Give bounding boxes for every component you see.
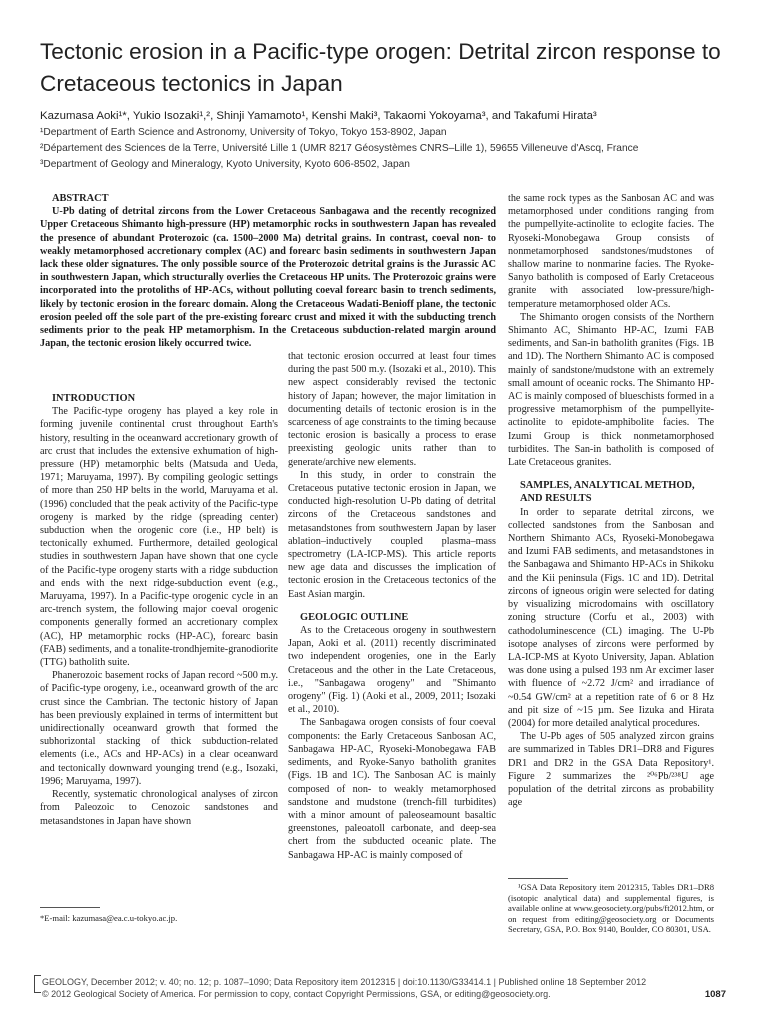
paragraph: As to the Cretaceous orogeny in southwestern Japan, Aoki et al. (2011) recently discriminated two independent orogenies, one in the Early Cretaceous and the other in the Late Cretaceous, i.e., "Sanbagawa orogeny" and "Shimanto orogeny" (Fig. 1) (Aoki et al., 2009, 2011; Isozaki et al., 2010).: [288, 625, 496, 716]
paragraph: ¹GSA Data Repository item 2012315, Tables DR1–DR8 (isotopic analytical data) and supplemental figures, is available online at www.geosociety.org/pubs/ft2012.htm, or on request from editing@geosociety.org or Documents Secretary, GSA, P.O. Box 9140, Boulder, CO 80301, USA.: [508, 882, 714, 935]
journal-footer: [42, 976, 732, 1000]
citation-line: GEOLOGY, December 2012; v. 40; no. 12; p. 1087–1090; Data Repository item 2012315 | doi:10.1130/G33414.1 | Published online 18 September 2012: [42, 977, 647, 987]
footnote-divider: [508, 878, 568, 879]
paper-title: Tectonic erosion in a Pacific-type orogen: Detrital zircon response to Cretaceous tectonics in Japan: [40, 39, 721, 96]
paragraph: the same rock types as the Sanbosan AC and was metamorphosed under conditions ranging from the pumpellyite-actinolite to eclogite facies. The Ryoseki-Monobegawa Group consists of nonmetamorphosed sandstones/mudstones of shallow marine to nonmarine facies. The Ryoke-Sanyo batholith is composed of Early Cretaceous granite with associated low-pressure/high-temperature metamorphosed older ACs.: [508, 193, 714, 310]
affiliations: [40, 125, 740, 173]
email-footnote: *E-mail: kazumasa@ea.c.u-tokyo.ac.jp.: [40, 913, 178, 923]
copyright-line: © 2012 Geological Society of America. For permission to copy, contact Copyright Permissions, GSA, or editing@geosociety.org.: [42, 989, 551, 999]
paragraph: The Pacific-type orogeny has played a key role in forming juvenile continental crust throughout Earth's history, resulting in the oceanward accretionary growth of arc crust that includes the extensive exhumation of high-pressure (HP) metamorphic belts (Matsuda and Ueda, 1971; Maruyama, 1997). By compiling geologic settings of more than 250 HP belts in the world, Maruyama et al. (1996) concluded that the peak activity of the Pacific-type orogeny is marked by the ridge (spreading center) subduction when the orogenic core (i.e., HP belt) is tectonically exhumed. Furthermore, detailed geological studies in southwestern Japan have shown that one cycle of the Pacific-type orogeny starts with a ridge subduction and ends with the next ridge-subduction event (e.g., Maruyama, 1997). In a Pacific-type orogenic cycle in an arc-trench system, the following major coeval orogenic components generally formed an accretionary complex (AC), HP metamorphic rocks (HP-AC), forearc basin (FAB) sediments, and a tonalite-trondhjemite-granodiorite (TTG) batholith suite.: [40, 406, 278, 669]
author-list: Kazumasa Aoki¹*, Yukio Isozaki¹,², Shinji Yamamoto¹, Kenshi Maki³, Takaomi Yokoyama³, and Takafumi Hirata³: [40, 110, 597, 122]
abstract-section: [40, 192, 496, 350]
abstract-heading: ABSTRACT: [52, 193, 109, 204]
introduction-heading: INTRODUCTION: [52, 393, 136, 404]
paragraph: The Shimanto orogen consists of the Northern Shimanto AC, Shimanto HP-AC, Izumi FAB sediments, and San-in batholith granites (Figs. 1B and 1D). The Northern Shimanto AC is composed mainly of sandstone/mudstone with an extremely small amount of oceanic rocks. The Shimanto HP-AC is mainly composed of blueschists formed in a progressive metamorphism of the pumpellyite-actinolite to epidote-amphibolite facies. The Izumi Group is thick nonmetamorphosed turbidites. The San-in batholith is composed of Late Cretaceous granites.: [508, 311, 714, 469]
paragraph: In order to separate detrital zircons, we collected sandstones from the Sanbosan and Northern Shimanto ACs, Ryoseki-Monobegawa and Izumi FAB sediments, and metasandstones in the Sanbagawa and Shimanto HP-ACs in Shikoku and the Kii peninsula (Figs. 1C and 1D). Detrital zircons of igneous origin were selected for dating by visualizing microdomains with oscillatory zoning structure (Corfu et al., 2003) with cathodoluminescence (CL) imaging. The U-Pb isotope analyses of zircons were performed by LA-ICP-MS at Kyoto University, Japan. Ablation was done using a pulsed 193 nm Ar excimer laser with fluence of ~2.72 J/cm² and irradiance of ~0.54 GW/cm² at a repetition rate of 6 or 8 Hz and pit size of ~15 µm. See Iizuka and Hirata (2004) for more detailed analytical procedures.: [508, 506, 714, 729]
footnote-divider: [40, 907, 100, 908]
affiliation-2: ²Département des Sciences de la Terre, Université Lille 1 (UMR 8217 Géosystèmes CNRS–Lille 1), 59655 Villeneuve d'Ascq, France: [40, 143, 639, 154]
repository-footnote: [508, 882, 714, 935]
affiliation-1: ¹Department of Earth Science and Astronomy, University of Tokyo, Tokyo 153-8902, Japan: [40, 127, 447, 138]
column-3: [508, 192, 714, 809]
column-2: [288, 350, 496, 862]
footer-bracket: [34, 975, 41, 993]
samples-heading-line-2: AND RESULTS: [520, 493, 592, 505]
samples-heading-line-1: SAMPLES, ANALYTICAL METHOD,: [520, 480, 695, 492]
paragraph: The U-Pb ages of 505 analyzed zircon grains are summarized in Tables DR1–DR8 and Figures DR1 and DR2 in the GSA Data Repository¹. Figure 2 summarizes the ²⁰⁶Pb/²³⁸U age population of the detrital zircons as probability age: [508, 731, 714, 809]
paragraph: In this study, in order to constrain the Cretaceous putative tectonic erosion in Japan, we conducted high-resolution U-Pb dating of detrital zircons of the Cretaceous sandstones and metasandstones from southwestern Japan by laser ablation–inductively coupled plasma–mass spectrometry (LA-ICP-MS). This article reports new age data and discusses the implication of tectonic erosion in the Cretaceous tectonics of the East Asian margin.: [288, 469, 496, 600]
abstract-body: U-Pb dating of detrital zircons from the Lower Cretaceous Sanbagawa and the recently recognized Upper Cretaceous Shimanto high-pressure (HP) metamorphic rocks in southwestern Japan has revealed the presence of abundant Proterozoic (ca. 1500–2000 Ma) detrital grains. In contrast, coeval non- to weakly metamorphosed accretionary complex (AC) and forearc basin sediments in southwestern Japan lack these older signatures. The only possible source of the Proterozoic detrital grains is the Jurassic AC in southwestern Japan, which structurally overlies the Cretaceous HP units. The Proterozoic grains were incorporated into the protoliths of HP-ACs, without polluting coeval forearc basin to trench sediments, likely by tectonic erosion in the forearc domain. Along the Cretaceous Wadati-Benioff plane, the tectonic erosion peeled off the sole part of the pre-existing forearc crust and mixed it with the subducting trench sediments prior to the peak HP metamorphism. In the Cretaceous subduction-related margin around Japan, the tectonic erosion likely occurred twice.: [40, 206, 496, 350]
paragraph: Recently, systematic chronological analyses of zircon from Paleozoic to Cenozoic sandstones and metasandstones in Japan have shown: [40, 789, 278, 827]
column-1: [40, 392, 278, 828]
paragraph: that tectonic erosion occurred at least four times during the past 500 m.y. (Isozaki et al., 2010). This new aspect considerably revised the tectonic history of Japan; however, the major limitation in documenting details of tectonic erosion is in the scarceness of age constraints to the timing because tectonic erosion is basically a process to erase preexisting geologic units rather than to generate/archive new elements.: [288, 351, 496, 468]
geologic-outline-heading: GEOLOGIC OUTLINE: [300, 611, 409, 623]
paragraph: The Sanbagawa orogen consists of four coeval components: the Early Cretaceous Sanbosan AC, Sanbagawa HP-AC, Ryoseki-Monobegawa FAB sediments, and Ryoke-Sanyo batholith granites (Figs. 1B and 1C). The Sanbosan AC is mainly composed of non- to weakly metamorphosed sandstone and mudstone (trench-fill turbidites) with a minor amount of paleoseamount basaltic greenstones, paleoatoll carbonate, and deep-sea chert from the subducted oceanic plate. The Sanbagawa HP-AC is mainly composed of: [288, 717, 496, 861]
paragraph: Phanerozoic basement rocks of Japan record ~500 m.y. of Pacific-type orogeny, i.e., oceanward growth of the arc crust since the Cambrian. The tectonic history of Japan has been previously explained in terms of intermittent but unidirectionally oceanward growth that formed the subhorizontal stacking of thick subduction-related elements (i.e., ACs and HP-ACs) in a clear oceanward and tectonically downward younging trend (e.g., Isozaki, 1996; Maruyama, 1997).: [40, 670, 278, 787]
page-number: 1087: [704, 989, 726, 1000]
affiliation-3: ³Department of Geology and Mineralogy, Kyoto University, Kyoto 606-8502, Japan: [40, 159, 410, 170]
